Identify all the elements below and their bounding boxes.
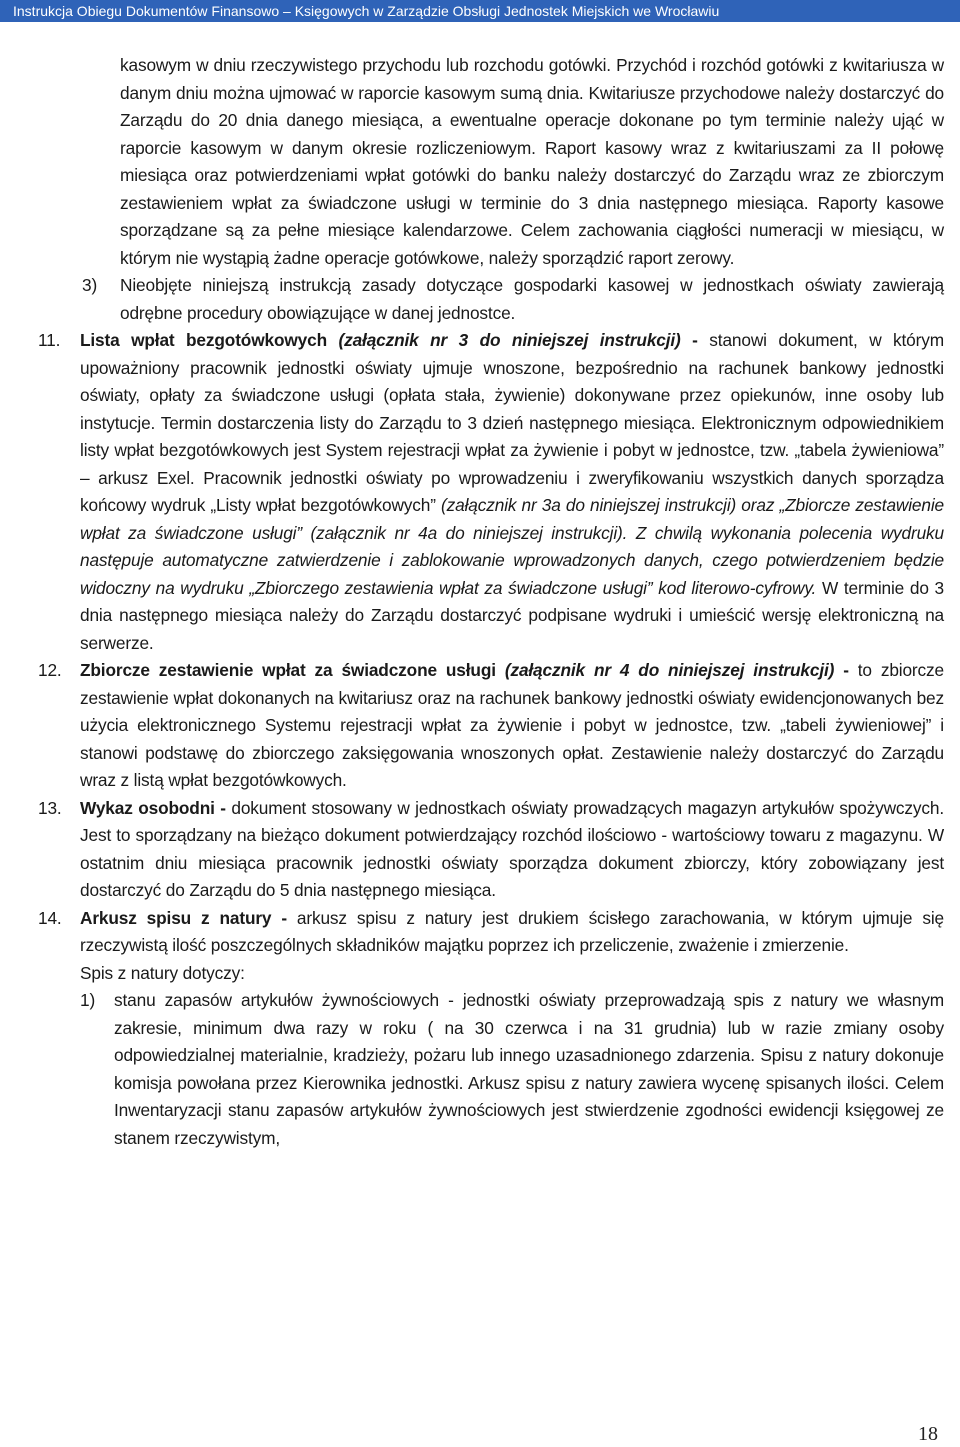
subitem-text: stanu zapasów artykułów żywnościowych - jednostki oświaty przeprowadzają spis z natury we własnym zakresie, minimum dwa razy w roku ( na 30 czerwca i na 31 grudnia) lub w razie zmiany osoby odpowiedzialnej materialnie, kradzieży, pożaru lub innego uzasadnionego zdarzenia. Spisu z natury dokonuje komisja powołana przez Kierownika jednostki. Arkusz spisu z natury zawiera wycenę spisanych ilości. Celem Inwentaryzacji stanu zapasów artykułów żywnościowych jest stwierdzenie zgodności ewidencji księgowej ze stanem rzeczywistym, (114, 990, 944, 1148)
item-title-ref: (załącznik nr 3 do niniejszej instrukcji) (338, 330, 681, 350)
item-title: Zbiorcze zestawienie wpłat za świadczone usługi (80, 660, 496, 680)
intro-text-part1: kasowym w dniu rzeczywistego przychodu lub rozchodu gotówki. Przychód i rozchód gotówki z kwitariusza w danym dniu można ujmować w raporcie kasowym sumą dnia. Kwitariusze przychodowe należy dostarczyć do Zarządu do 20 dnia danego miesiąca, a ewentualne operacje dokonane po tym terminie należy ująć w raporcie kasowym w danym okresie rozliczeniowym. (120, 55, 944, 158)
item-body (80, 795, 944, 905)
list-item-14 (38, 905, 944, 960)
item-ref-text: (załącznik nr 3a do niniejszej instrukcji) oraz „Zbiorcze zestawienie wpłat za świadczone usługi” (załącznik nr 4a do niniejszej instrukcji). Z chwilą wykonania polecenia wydruku następuje automatyczne zatwierdzenie i zablokowanie wprowadzonych danych, czego potwierdzeniem będzie widoczny na wydruku „Zbiorczego zestawienia wpłat za świadczone usługi” kod literowo-cyfrowy. (80, 495, 945, 598)
subitem-1 (80, 987, 944, 1152)
item-title: Lista wpłat bezgotówkowych (80, 330, 327, 350)
item-title-ref: (załącznik nr 4 do niniejszej instrukcji) (495, 660, 835, 680)
item-body (80, 327, 944, 657)
item-text: arkusz spisu z natury jest drukiem ścisłego zarachowania, w którym ujmuje się rzeczywistą ilość poszczególnych składników majątku poprzez ich przeliczenie, zważenie i zmierzenie. (80, 907, 944, 955)
item-text-2: W terminie do 3 dnia następnego miesiąca należy do Zarządu dostarczyć podpisane wydruki i umieścić wersję elektroniczną na serwerze. (80, 577, 944, 653)
item-dash: - (834, 660, 858, 680)
item-text: dokument stosowany w jednostkach oświaty prowadzących magazyn artykułów spożywczych. Jest to sporządzany na bieżąco dokument potwierdzający rozchód ilościowo - wartościowy towaru z magazynu. W ostatnim dniu miesiąca pracownik jednostki oświaty sporządza dokument zbiorczy, który zobowiązany jest dostarczyć do Zarządu do 5 dnia następnego miesiąca. (80, 797, 944, 900)
item-text: stanowi dokument, w którym upoważniony pracownik jednostki oświaty ujmuje wnoszone, bezpośrednio na rachunek bankowy jednostki oświaty, opłaty za świadczone usługi (opłata stała, żywienie) dokonywane przez opiekunów, inne osoby lub instytucje. Termin dostarczenia listy do Zarządu to 3 dzień następnego miesiąca. Elektronicznym odpowiednikiem listy wpłat bezgotówkowych jest System rejestracji wpłat za żywienie i pobyt w jednostce, tzw. „tabela żywieniowa” – arkusz Exel. Pracownik jednostki oświaty po wprowadzeniu i zweryfikowaniu wszystkich danych sporządza końcowy wydruk „Listy wpłat bezgotówkowych” (80, 330, 944, 515)
header-title: Instrukcja Obiegu Dokumentów Finansowo – Księgowych w Zarządzie Obsługi Jednostek Miejskich we Wrocławiu (13, 3, 720, 19)
intro-paragraph (120, 52, 944, 272)
item-dash: - (680, 330, 710, 350)
list-item-12 (38, 657, 944, 795)
item-text: to zbiorcze zestawienie wpłat dokonanych na kwitariusz oraz na rachunek bankowy jednostki oświaty ewidencjonowanych bez użycia elektronicznego Systemu rejestracji wpłat za żywienie i pobyt w jednostce, tzw. „tabeli żywieniowej” i stanowi podstawę do zbiorczego zaksięgowania wnoszonych opłat. Zestawienie należy dostarczyć do Zarządu wraz z listą wpłat bezgotówkowych. (80, 660, 944, 790)
document-header (0, 0, 960, 22)
item-number: 13. (38, 797, 62, 818)
subitem-number: 3) (82, 275, 98, 295)
item-number: 11. (38, 330, 61, 350)
document-body (0, 52, 960, 1152)
intro-text-part2: Raport kasowy wraz z kwitariuszami za II połowę miesiąca oraz potwierdzeniami wpłat gotówki do banku należy dostarczyć do Zarządu wraz ze zbiorczym zestawieniem wpłat za świadczone usługi w terminie do 3 dnia następnego miesiąca. Raporty kasowe sporządzane są za pełne miesiące kalendarzowe. Celem zachowania ciągłości numeracji w miesiącu, w którym nie wystąpią żadne operacje gotówkowe, należy sporządzić raport zerowy. (120, 137, 945, 268)
subitem-3 (82, 272, 944, 327)
list-item-13 (38, 795, 944, 905)
subitem-text: Nieobjęte niniejszą instrukcją zasady dotyczące gospodarki kasowej w jednostkach oświaty zawierają odrębne procedury obowiązujące w danej jednostce. (120, 275, 944, 323)
item-body (80, 905, 944, 960)
item-number: 14. (38, 907, 62, 928)
spis-intro: Spis z natury dotyczy: (80, 962, 245, 983)
item-body (80, 657, 944, 795)
page-number: 18 (918, 1423, 938, 1445)
item-title: Wykaz osobodni - (80, 797, 226, 818)
subitem-number: 1) (80, 990, 96, 1010)
item-number: 12. (38, 660, 62, 680)
item-title: Arkusz spisu z natury - (80, 907, 287, 928)
list-item-11 (38, 327, 944, 657)
